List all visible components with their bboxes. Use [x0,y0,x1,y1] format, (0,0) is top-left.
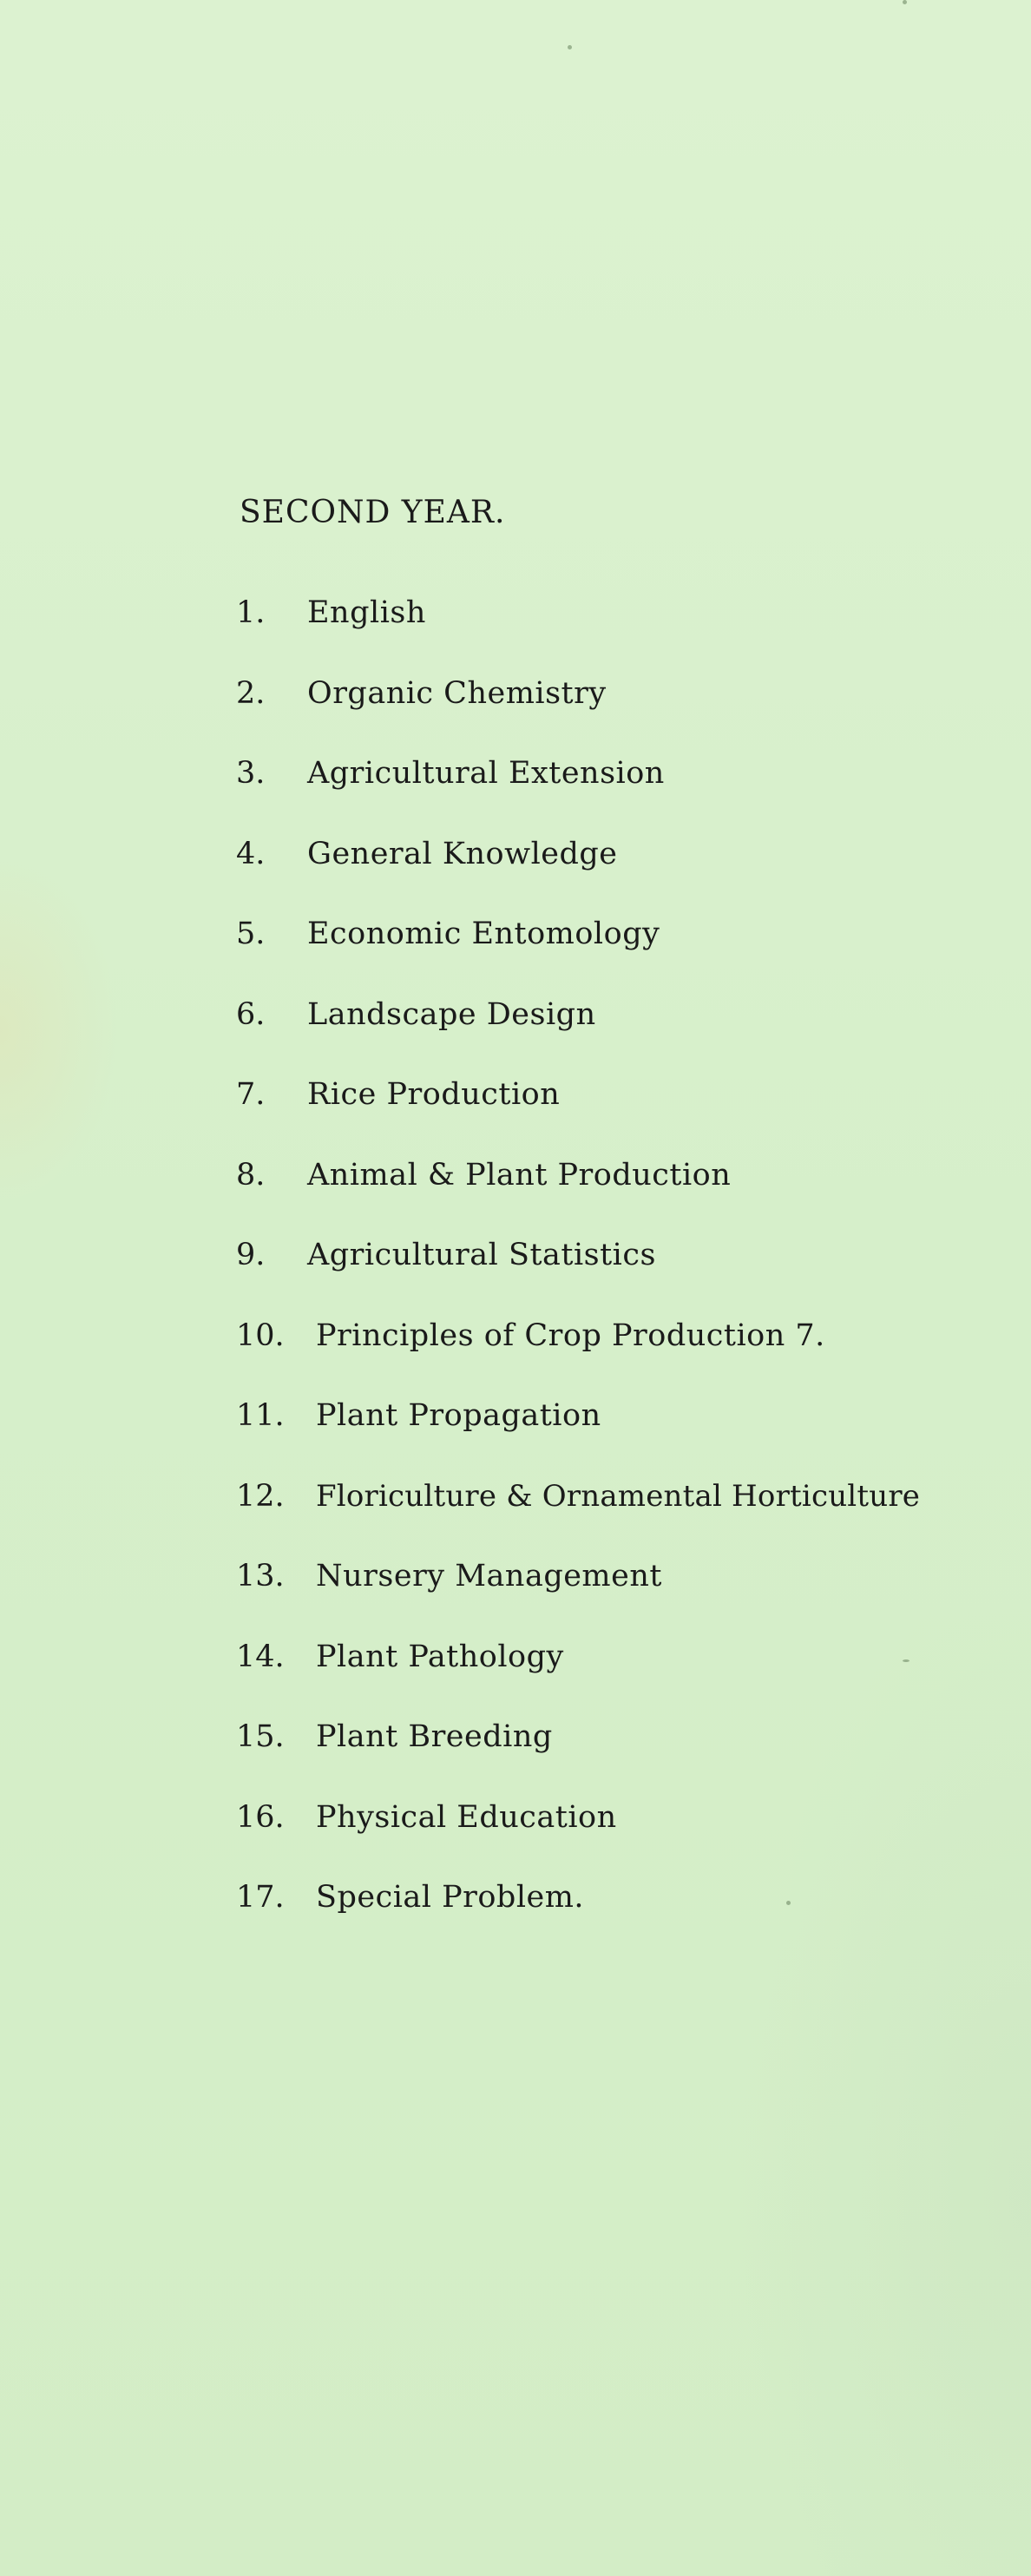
paper-speck [903,0,907,4]
course-number: 17. [236,1880,285,1915]
course-name: English [307,595,426,630]
course-name: Special Problem. [316,1880,585,1915]
paper-speck [903,1659,910,1662]
course-name: Floriculture & Ornamental Horticulture [316,1478,921,1514]
course-name: Plant Pathology [316,1639,564,1674]
course-number: 13. [236,1559,285,1594]
course-number: 5. [236,917,266,951]
course-name: Organic Chemistry [307,675,607,711]
course-name: Rice Production [307,1077,561,1112]
course-number: 8. [236,1157,266,1193]
course-number: 6. [236,996,266,1032]
course-number: 9. [236,1238,266,1272]
course-name: Animal & Plant Production [307,1157,732,1193]
course-number: 1. [236,595,266,630]
course-number: 3. [236,756,266,791]
course-name: Plant Breeding [316,1719,553,1754]
course-number: 4. [236,836,266,871]
course-name: Principles of Crop Production 7. [316,1318,825,1353]
paper-speck [568,45,572,49]
course-name: Agricultural Extension [307,756,665,791]
course-number: 11. [236,1398,285,1433]
course-number: 7. [236,1077,266,1112]
course-name: Agricultural Statistics [307,1238,656,1272]
course-number: 12. [236,1478,285,1514]
course-name: General Knowledge [307,836,618,871]
course-name: Economic Entomology [307,917,660,951]
course-number: 16. [236,1799,285,1835]
course-name: Nursery Management [316,1559,662,1594]
paper-speck [786,1901,791,1905]
course-name: Plant Propagation [316,1398,601,1433]
course-name: Landscape Design [307,996,596,1032]
course-number: 15. [236,1719,285,1754]
course-number: 14. [236,1639,285,1674]
course-number: 10. [236,1318,285,1353]
course-name: Physical Education [316,1799,617,1835]
course-number: 2. [236,675,266,711]
page-heading: SECOND YEAR. [240,495,506,530]
